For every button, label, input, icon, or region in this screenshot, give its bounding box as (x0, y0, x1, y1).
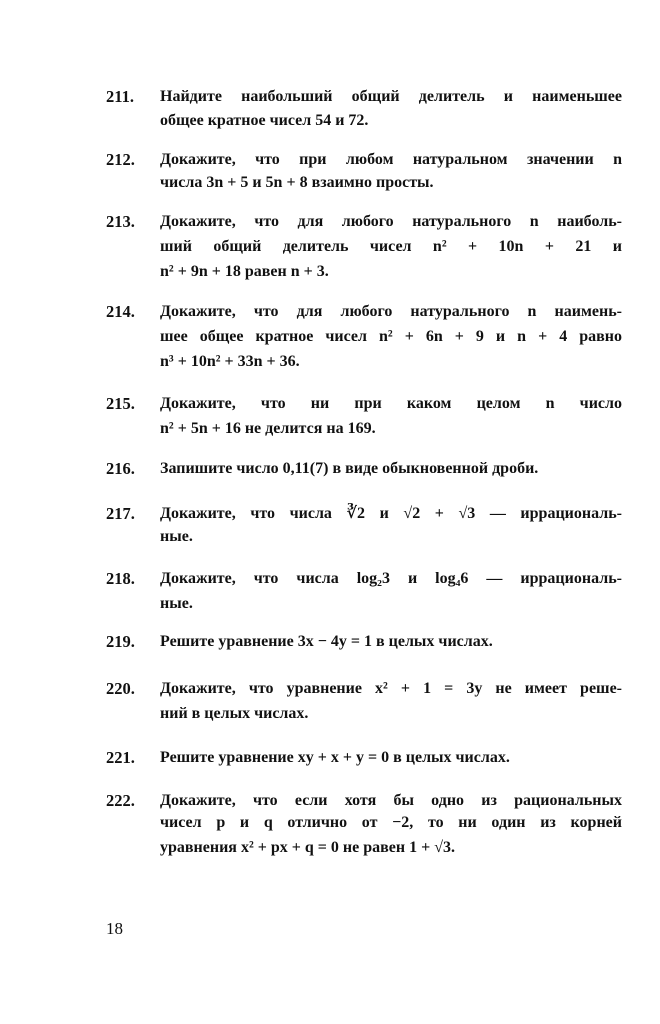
problem-number: 215. (106, 394, 135, 413)
problem-number: 212. (106, 150, 135, 169)
problem-number: 213. (106, 212, 135, 231)
problem-text-line: Докажите, что уравнение x² + 1 = 3y не имеет реше- (160, 680, 622, 697)
problem-number: 219. (106, 632, 135, 651)
problem-text-line: ний в целых числах. (160, 705, 309, 722)
problem-text-line: Решите уравнение xy + x + y = 0 в целых числах. (160, 749, 510, 766)
problem-text-line: Найдите наибольший общий делитель и наименьшее (160, 88, 622, 105)
problem-text-line: общее кратное чисел 54 и 72. (160, 112, 369, 129)
problem-text-line: Запишите число 0,11(7) в виде обыкновенной дроби. (160, 460, 539, 477)
problem-number: 218. (106, 569, 135, 588)
problem-text-line: шее общее кратное чисел n² + 6n + 9 и n + 4 равно (160, 328, 622, 345)
problem-text-line: ший общий делитель чисел n² + 10n + 21 и (160, 238, 622, 255)
problem-text-line: Докажите, что числа ∛2 и √2 + √3 — иррациональ- (160, 505, 622, 522)
problem-number: 221. (106, 748, 135, 767)
problem-number: 222. (106, 791, 135, 810)
problem-number: 211. (106, 87, 134, 106)
page-number: 18 (106, 919, 123, 938)
problem-text-line: Докажите, что для любого натурального n наиболь- (160, 213, 622, 230)
problem-text-line: n³ + 10n² + 33n + 36. (160, 353, 300, 370)
problem-text-line: чисел p и q отлично от −2, то ни один из корней (160, 814, 622, 831)
problem-text-line: ные. (160, 595, 193, 612)
problem-number: 217. (106, 504, 135, 523)
problem-text-line: ные. (160, 528, 193, 545)
problem-text-line: Докажите, что числа log₂3 и log₄6 — иррациональ- (160, 570, 622, 587)
problem-text-line: уравнения x² + px + q = 0 не равен 1 + √3. (160, 839, 455, 856)
problem-number: 216. (106, 459, 135, 478)
problem-text-line: Докажите, что если хотя бы одно из рациональных (160, 792, 622, 809)
problem-text-line: Докажите, что для любого натурального n наимень- (160, 303, 622, 320)
problem-text-line: Докажите, что при любом натуральном значении n (160, 151, 622, 168)
problem-text-line: Докажите, что ни при каком целом n число (160, 395, 622, 412)
problem-text-line: n² + 9n + 18 равен n + 3. (160, 263, 329, 280)
problem-text-line: n² + 5n + 16 не делится на 169. (160, 420, 376, 437)
problem-number: 214. (106, 302, 135, 321)
problem-number: 220. (106, 679, 135, 698)
problem-text-line: числа 3n + 5 и 5n + 8 взаимно просты. (160, 174, 434, 191)
problem-text-line: Решите уравнение 3x − 4y = 1 в целых числах. (160, 633, 493, 650)
